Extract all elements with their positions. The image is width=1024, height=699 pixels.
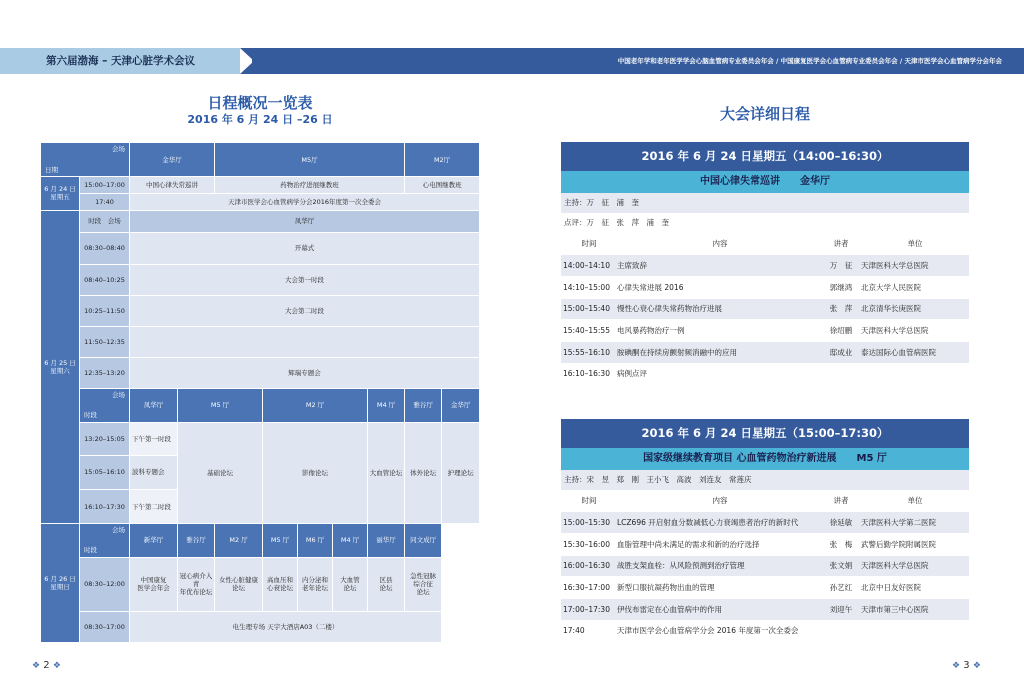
table-row bbox=[561, 533, 969, 555]
session-cell: 基础论坛 bbox=[178, 422, 263, 524]
table-row bbox=[561, 298, 969, 320]
venue-header: M5 厅 bbox=[263, 524, 298, 557]
period-venue-header: 会场 时段 bbox=[80, 389, 130, 422]
column-header: 内容 bbox=[615, 233, 823, 255]
table-cell: 郭继鸿 bbox=[823, 276, 859, 298]
table-cell: 16:30–17:00 bbox=[561, 577, 615, 599]
table-row bbox=[561, 341, 969, 363]
session-cell: 大血管 论坛 bbox=[333, 557, 368, 611]
session-cell: 下午第二时段 bbox=[130, 490, 178, 524]
session-cell: 辉瑞专题会 bbox=[130, 358, 480, 389]
organizers: 中国老年学和老年医学学会心脑血管病专业委员会年会 / 中国康复医学会心血管病专业委员会年会 / 天津市医学会心血管病学分会年会 bbox=[617, 57, 1002, 65]
venue-header: 雅谷厅 bbox=[405, 389, 442, 422]
time-cell: 12:35–13:20 bbox=[80, 358, 130, 389]
period-venue-header: 时段 会场 bbox=[80, 210, 130, 233]
table-row bbox=[561, 512, 969, 534]
table-cell: 17:00–17:30 bbox=[561, 598, 615, 620]
table-cell: 北京清华长庚医院 bbox=[859, 298, 969, 320]
session-cell: 心电图继教班 bbox=[405, 177, 480, 194]
schedule-table-1 bbox=[561, 233, 969, 385]
table-cell: 孙艺红 bbox=[823, 577, 859, 599]
table-cell: 天津医科大学总医院 bbox=[859, 555, 969, 577]
table-row bbox=[561, 598, 969, 620]
session-cell: 天津市医学会心血管病学分会2016年度第一次全委会 bbox=[130, 193, 480, 210]
table-cell: 16:00–16:30 bbox=[561, 555, 615, 577]
table-cell: 14:00–14:10 bbox=[561, 255, 615, 277]
table-cell bbox=[823, 363, 859, 385]
detail-title: 大会详细日程 bbox=[719, 105, 810, 123]
column-header: 单位 bbox=[859, 233, 969, 255]
overview-title: 日程概况一览表 bbox=[207, 94, 313, 112]
time-cell: 08:30–17:00 bbox=[80, 611, 130, 642]
time-cell: 08:30–08:40 bbox=[80, 233, 130, 264]
table-cell: 15:55–16:10 bbox=[561, 341, 615, 363]
table-cell: 心律失常进展 2016 bbox=[615, 276, 823, 298]
schedule-block-1 bbox=[561, 142, 969, 385]
table-cell: 万 征 bbox=[823, 255, 859, 277]
session-cell: 护理论坛 bbox=[442, 422, 480, 524]
header-divider bbox=[240, 48, 254, 74]
table-cell: 邸成业 bbox=[823, 341, 859, 363]
table-cell: 新型口服抗凝药物出血的管理 bbox=[615, 577, 823, 599]
date-jun26: 6 月 26 日 星期日 bbox=[41, 524, 80, 643]
page-number-left: ❖ 2 ❖ bbox=[32, 660, 61, 671]
table-cell: 天津医科大学总医院 bbox=[859, 255, 969, 277]
venue-header: 金华厅 bbox=[442, 389, 480, 422]
table-row bbox=[561, 577, 969, 599]
block-subtitle: 中国心律失常巡讲 金华厅 bbox=[561, 171, 969, 193]
table-cell: 慢性心衰心律失常药物治疗进展 bbox=[615, 298, 823, 320]
table-row bbox=[561, 276, 969, 298]
table-cell: 病例点评 bbox=[615, 363, 823, 385]
session-cell: 波科专题会 bbox=[130, 455, 178, 489]
session-cell: 下午第一时段 bbox=[130, 422, 178, 455]
table-cell: 15:30–16:00 bbox=[561, 533, 615, 555]
table-cell: 胺碘酮在持续房颤射频消融中的应用 bbox=[615, 341, 823, 363]
table-cell: 徐延敏 bbox=[823, 512, 859, 534]
venue-header: M4 厅 bbox=[368, 389, 405, 422]
session-cell: 高血压和 心衰论坛 bbox=[263, 557, 298, 611]
venue-header: M6 厅 bbox=[298, 524, 333, 557]
table-cell: 北京大学人民医院 bbox=[859, 276, 969, 298]
column-header: 内容 bbox=[615, 490, 823, 512]
table-cell: 15:00–15:30 bbox=[561, 512, 615, 534]
session-cell: 中国康复 医学会年会 bbox=[130, 557, 178, 611]
session-cell: 大会第一时段 bbox=[130, 264, 480, 295]
table-cell: 泰达国际心血管病医院 bbox=[859, 341, 969, 363]
table-row bbox=[561, 255, 969, 277]
venue-header: M2 厅 bbox=[215, 524, 263, 557]
table-cell: 徐绍鹏 bbox=[823, 320, 859, 342]
time-cell: 10:25–11:50 bbox=[80, 295, 130, 326]
table-cell: 天津市第三中心医院 bbox=[859, 598, 969, 620]
venue-fenghua: 凤华厅 bbox=[130, 210, 480, 233]
date-venue-header: 会场 日期 bbox=[41, 143, 130, 177]
session-cell: 女性心脏健康 论坛 bbox=[215, 557, 263, 611]
venue-header: 新华厅 bbox=[130, 524, 178, 557]
table-cell bbox=[859, 620, 969, 642]
column-header: 时间 bbox=[561, 490, 615, 512]
table-cell: 15:00–15:40 bbox=[561, 298, 615, 320]
session-cell: 大血管论坛 bbox=[368, 422, 405, 524]
venue-m5: M5厅 bbox=[215, 143, 405, 177]
venue-header: M5 厅 bbox=[178, 389, 263, 422]
session-cell: 区县 论坛 bbox=[368, 557, 405, 611]
header-right-band bbox=[252, 48, 1024, 74]
table-header-row bbox=[561, 233, 969, 255]
session-cell: 冠心病介入青 年优布论坛 bbox=[178, 557, 215, 611]
table-cell: 天津市医学会心血管病学分会 2016 年度第一次全委会 bbox=[615, 620, 823, 642]
session-cell: 急性冠脉 综合征 论坛 bbox=[405, 557, 442, 611]
venue-header: 雅谷厅 bbox=[178, 524, 215, 557]
date-jun25: 6 月 25 日 星期六 bbox=[41, 210, 80, 524]
table-row bbox=[561, 620, 969, 642]
time-cell: 08:40–10:25 bbox=[80, 264, 130, 295]
table-row bbox=[561, 555, 969, 577]
session-cell: 体外论坛 bbox=[405, 422, 442, 524]
time-cell: 15:00–17:00 bbox=[80, 177, 130, 194]
table-row bbox=[561, 363, 969, 385]
session-cell: 药物治疗进展继教班 bbox=[215, 177, 405, 194]
time-cell: 11:50–12:35 bbox=[80, 326, 130, 357]
table-cell: 张 梅 bbox=[823, 533, 859, 555]
table-header-row bbox=[561, 490, 969, 512]
conference-title: 第六届渤海 – 天津心脏学术会议 bbox=[46, 55, 196, 67]
table-cell: 武警后勤学院附属医院 bbox=[859, 533, 969, 555]
table-cell: 伊伐布雷定在心血管病中的作用 bbox=[615, 598, 823, 620]
table-cell: 血脂管理中尚未满足的需求和新的治疗选择 bbox=[615, 533, 823, 555]
schedule-block-2 bbox=[561, 419, 969, 642]
table-cell: 战胜支架血栓：从风险预测到治疗管理 bbox=[615, 555, 823, 577]
session-cell: 电生理专场 天宇大酒店A03（二楼） bbox=[130, 611, 442, 642]
table-cell bbox=[859, 363, 969, 385]
table-cell: 主席致辞 bbox=[615, 255, 823, 277]
time-cell: 17:40 bbox=[80, 193, 130, 210]
session-cell: 中国心律失常巡讲 bbox=[130, 177, 215, 194]
header-left-band bbox=[0, 48, 240, 74]
column-header: 讲者 bbox=[823, 490, 859, 512]
time-cell: 16:10–17:30 bbox=[80, 490, 130, 524]
table-cell: 刘迎午 bbox=[823, 598, 859, 620]
column-header: 单位 bbox=[859, 490, 969, 512]
table-cell: 天津医科大学总医院 bbox=[859, 320, 969, 342]
table-cell: LCZ696 开启射血分数减低心力衰竭患者治疗的新时代 bbox=[615, 512, 823, 534]
venue-jinhua: 金华厅 bbox=[130, 143, 215, 177]
table-cell: 天津医科大学第二医院 bbox=[859, 512, 969, 534]
table-cell: 16:10–16:30 bbox=[561, 363, 615, 385]
session-cell: 影像论坛 bbox=[263, 422, 368, 524]
table-cell: 15:40–15:55 bbox=[561, 320, 615, 342]
block-title: 2016 年 6 月 24 日星期五（14:00–16:30） bbox=[561, 142, 969, 171]
table-cell: 电风暴药物治疗一例 bbox=[615, 320, 823, 342]
block-subtitle: 国家级继续教育项目 心血管药物治疗新进展 M5 厅 bbox=[561, 448, 969, 470]
table-cell: 14:10–15:00 bbox=[561, 276, 615, 298]
table-cell: 17:40 bbox=[561, 620, 615, 642]
page-number-right: ❖ 3 ❖ bbox=[952, 660, 981, 671]
table-cell: 张 萍 bbox=[823, 298, 859, 320]
session-cell bbox=[130, 326, 480, 357]
block-title: 2016 年 6 月 24 日星期五（15:00–17:30） bbox=[561, 419, 969, 448]
schedule-table-2 bbox=[561, 490, 969, 642]
chair-line: 主持：宋 昱 郑 刚 王小飞 高波 刘连友 常莲庆 bbox=[561, 470, 969, 490]
venue-m2: M2厅 bbox=[405, 143, 480, 177]
venue-header: 凤华厅 bbox=[130, 389, 178, 422]
column-header: 讲者 bbox=[823, 233, 859, 255]
column-header: 时间 bbox=[561, 233, 615, 255]
overview-subtitle: 2016 年 6 月 24 日 –26 日 bbox=[187, 113, 333, 126]
table-cell bbox=[823, 620, 859, 642]
session-cell: 开幕式 bbox=[130, 233, 480, 264]
venue-header: 同文成厅 bbox=[405, 524, 442, 557]
venue-header: 丽华厅 bbox=[368, 524, 405, 557]
table-row bbox=[561, 320, 969, 342]
date-jun24: 6 月 24 日 星期五 bbox=[41, 177, 80, 210]
session-cell: 内分泌和 老年论坛 bbox=[298, 557, 333, 611]
commentator-line: 点评：万 征 张 萍 浦 奎 bbox=[561, 213, 969, 233]
overview-table bbox=[40, 142, 480, 643]
time-cell: 15:05–16:10 bbox=[80, 455, 130, 489]
table-cell: 张文娟 bbox=[823, 555, 859, 577]
venue-header: M2 厅 bbox=[263, 389, 368, 422]
time-cell: 13:20–15:05 bbox=[80, 422, 130, 455]
table-cell: 北京中日友好医院 bbox=[859, 577, 969, 599]
venue-header: M4 厅 bbox=[333, 524, 368, 557]
period-venue-header: 会场 时段 bbox=[80, 524, 130, 557]
time-cell: 08:30–12:00 bbox=[80, 557, 130, 611]
session-cell: 大会第二时段 bbox=[130, 295, 480, 326]
chair-line: 主持：万 征 浦 奎 bbox=[561, 193, 969, 213]
